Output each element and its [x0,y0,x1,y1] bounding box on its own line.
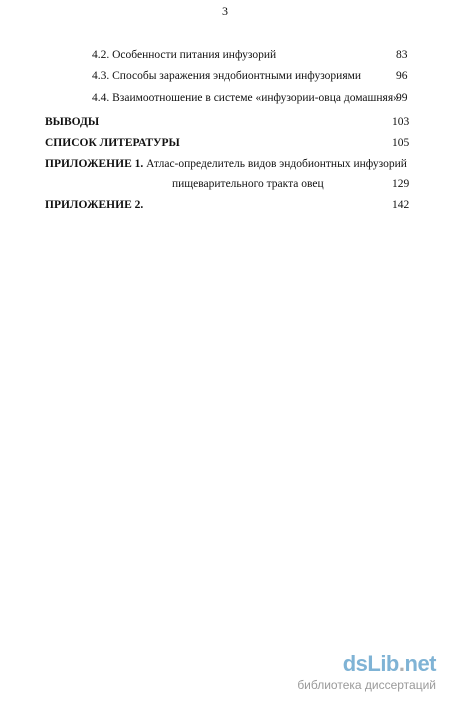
toc-entry-continuation [172,178,324,190]
toc-entry-title-bold: ПРИЛОЖЕНИЕ 1. [45,158,144,170]
toc-entry-title: 4.4. Взаимоотношение в системе «инфузории-овца домашняя» [92,92,399,104]
watermark-logo-main: dsLib [342,651,399,676]
toc-entry [45,137,180,149]
toc-entry [92,70,361,82]
watermark-logo-tld: net [404,651,436,676]
toc-entry-page: 83 [396,49,408,61]
toc-entry-title: 4.3. Способы заражения эндобионтными инфузориями [92,70,362,82]
toc-entry-page: 99 [396,92,408,104]
toc-entry-page: 129 [392,178,410,190]
page-number: 3 [222,4,228,18]
watermark-logo-dot: . [398,651,405,676]
toc-entry-page: 103 [392,116,410,128]
toc-entry-title: 4.2. Особенности питания инфузорий [92,49,277,61]
toc-entry-title: ПРИЛОЖЕНИЕ 2. [45,199,144,211]
toc-entry-title: ВЫВОДЫ [45,116,100,128]
toc-entry-page: 96 [396,70,408,82]
toc-entry [45,199,143,211]
watermark-logo [297,652,436,676]
toc-entry [92,92,399,104]
toc-entry-page: 142 [392,199,410,211]
watermark [297,652,436,692]
toc-entry-title: пищеварительного тракта овец [172,178,324,190]
toc-entry [45,116,99,128]
toc-entry-title: СПИСОК ЛИТЕРАТУРЫ [45,137,180,149]
watermark-subtitle: библиотека диссертаций [297,678,436,692]
toc-entry [92,49,276,61]
toc-entry-page: 105 [392,137,410,149]
toc-entry [45,158,407,170]
toc-entry-title-rest: Атлас-определитель видов эндобионтных инфузорий [143,158,407,170]
